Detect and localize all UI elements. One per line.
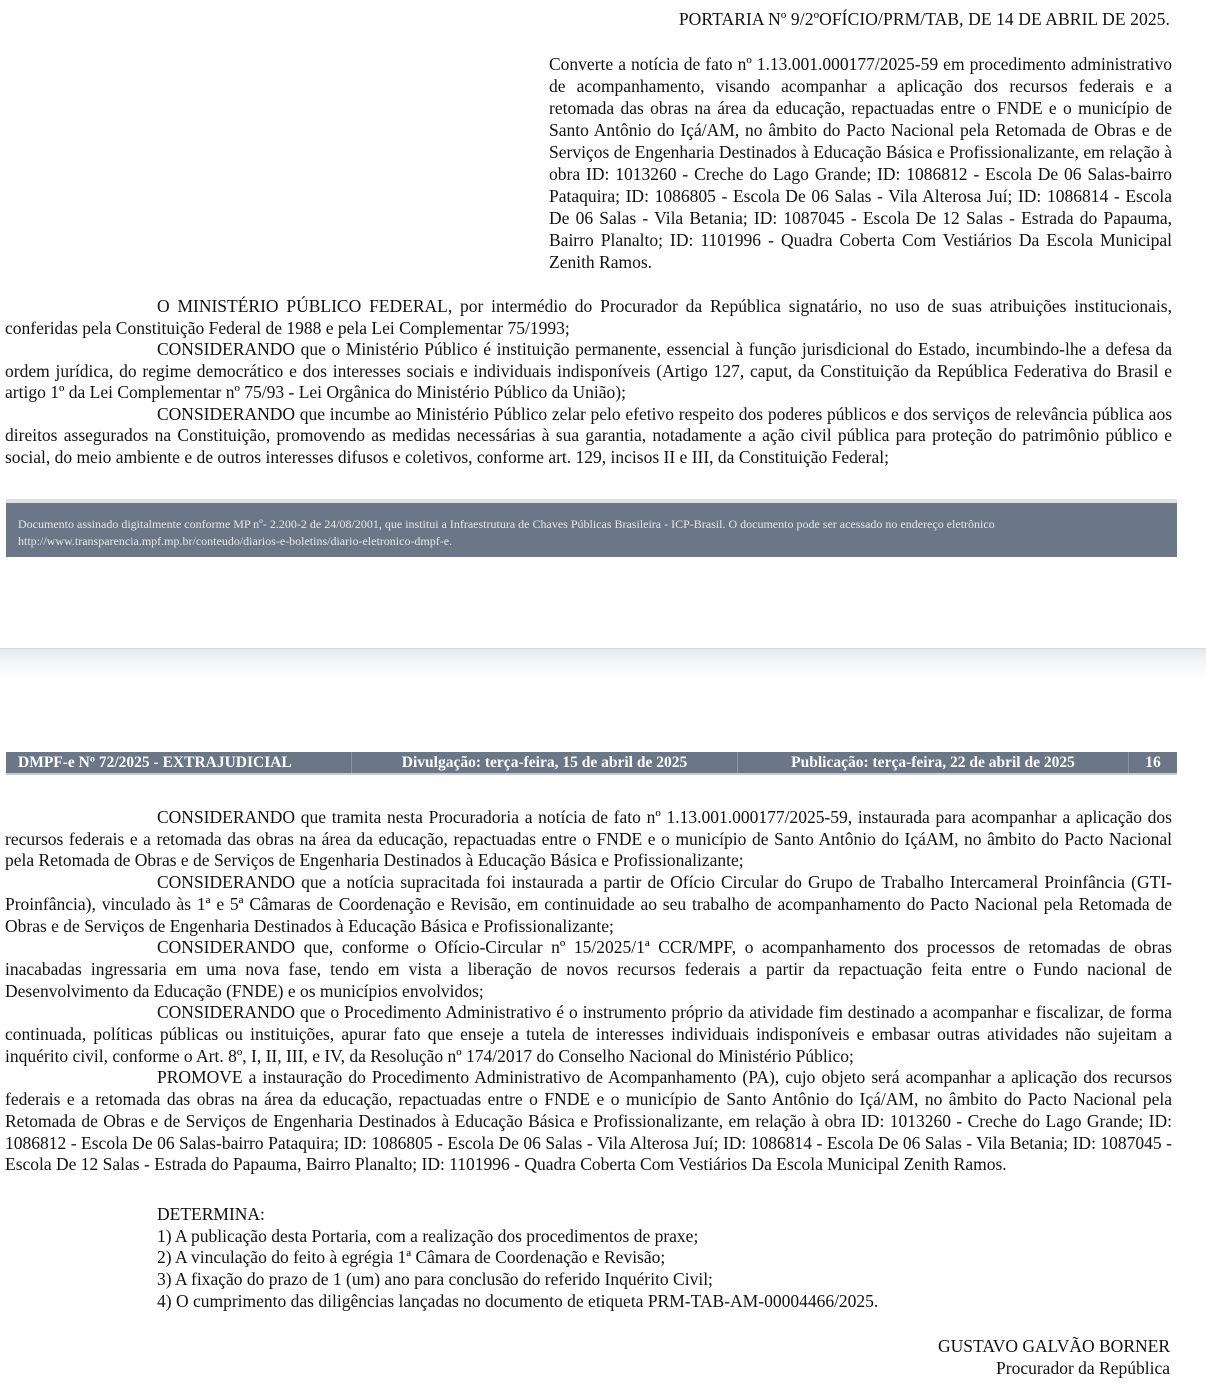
list-item: 4) O cumprimento das diligências lançadas no documento de etiqueta PRM-TAB-AM-00004466/2025. [157, 1290, 879, 1311]
paragraph: CONSIDERANDO que incumbe ao Ministério Público zelar pelo efetivo respeito dos poderes públicos e dos serviços de relevância pública aos direitos assegurados na Constituição, promovendo as medidas necessárias à sua garantia, notadamente a ação civil pública para proteção do patrimônio público e social, do meio ambiente e de outros interesses difusos e coletivos, conforme art. 129, incisos II e III, da Constituição Federal; [5, 403, 1172, 467]
paragraph: CONSIDERANDO que o Ministério Público é instituição permanente, essencial à função jurisdicional do Estado, incumbindo-lhe a defesa da ordem jurídica, do regime democrático e dos interesses sociais e individuais indisponíveis (Artigo 127, caput, da Constituição da República Federativa do Brasil e artigo 1º da Lei Complementar nº 75/93 - Lei Orgânica do Ministério Público da União); [5, 339, 1172, 402]
page-header-bar [6, 752, 1177, 775]
list-item: 2) A vinculação do feito à egrégia 1ª Câmara de Coordenação e Revisão; [157, 1247, 666, 1268]
paragraph: PROMOVE a instauração do Procedimento Administrativo de Acompanhamento (PA), cujo objeto será acompanhar a aplicação dos recursos federais e a retomada das obras na área da educação, repactuadas entre o FNDE e o município de Santo Antônio do Içá/AM, no âmbito do Pacto Nacional pela Retomada de Obras e de Serviços de Engenharia Destinados à Educação Básica e Profissionalizante, em relação à obra ID: 1013260 - Creche do Lago Grande; ID: 1086812 - Escola De 06 Salas-bairro Pataquira; ID: 1086805 - Escola De 06 Salas - Vila Alterosa Juí; ID: 1086814 - Escola De 06 Salas - Vila Betania; ID: 1087045 - Escola De 12 Salas - Estrada do Papauma, Bairro Planalto; ID: 1101996 - Quadra Coberta Com Vestiários Da Escola Municipal Zenith Ramos. [5, 1067, 1172, 1175]
paragraph: CONSIDERANDO que tramita nesta Procuradoria a notícia de fato nº 1.13.001.000177/2025-59, instaurada para acompanhar a aplicação dos recursos federais e a retomada das obras na área da educação, repactuadas entre o FNDE e o município de Santo Antônio do IçáAM, no âmbito do Pacto Nacional pela Retomada de Obras e de Serviços de Engenharia Destinados à Educação Básica e Profissionalizante; [5, 807, 1172, 871]
paragraph: CONSIDERANDO que, conforme o Ofício-Circular nº 15/2025/1ª CCR/MPF, o acompanhamento dos processos de retomadas de obras inacabadas ingressaria em uma nova fase, tendo em vista a liberação de novos recursos federais a partir da repactuação feita entre o Fundo nacional de Desenvolvimento da Educação (FNDE) e os municípios envolvidos; [5, 937, 1172, 1001]
digital-signature-footer [6, 499, 1177, 557]
list-item: 1) A publicação desta Portaria, com a realização dos procedimentos de praxe; [157, 1225, 699, 1246]
divulgacao-date: Divulgação: terça-feira, 15 de abril de 2025 [352, 752, 738, 773]
body-page-2 [5, 807, 1172, 1176]
page-number: 16 [1145, 753, 1161, 771]
paragraph: CONSIDERANDO que o Procedimento Administrativo é o instrumento próprio da atividade fim destinado a acompanhar e fiscalizar, de forma continuada, políticas públicas ou instituições, apurar fato que enseje a tutela de interesses individuais indisponíveis e embasar outras atividades não sujeitam a inquérito civil, conforme o Art. 8º, I, II, III, e IV, da Resolução nº 174/2017 do Conselho Nacional do Ministério Público; [5, 1002, 1172, 1066]
list-item: 3) A fixação do prazo de 1 (um) ano para conclusão do referido Inquérito Civil; [157, 1269, 713, 1290]
determina-section [157, 1204, 1057, 1313]
paragraph: CONSIDERANDO que a notícia supracitada foi instaurada a partir de Ofício Circular do Grupo de Trabalho Intercameral Proinfância (GTI-Proinfância), vinculado às 1ª e 5ª Câmaras de Coordenação e Revisão, em continuidade ao seu trabalho de acompanhamento do Pacto Nacional pela Retomada de Obras e de Serviços de Engenharia Destinados à Educação Básica e Profissionalizante; [5, 872, 1172, 936]
paragraph: O MINISTÉRIO PÚBLICO FEDERAL, por intermédio do Procurador da República signatário, no uso de suas atribuições institucionais, conferidas pela Constituição Federal de 1988 e pela Lei Complementar 75/1993; [5, 296, 1172, 338]
ementa: Converte a notícia de fato nº 1.13.001.000177/2025-59 em procedimento administrativo de acompanhamento, visando acompanhar a aplicação dos recursos federais e a retomada das obras na área da educação, repactuadas entre o FNDE e o município de Santo Antônio do Içá/AM, no âmbito do Pacto Nacional pela Retomada de Obras e de Serviços de Engenharia Destinados à Educação Básica e Profissionalizante, em relação à obra ID: 1013260 - Creche do Lago Grande; ID: 1086812 - Escola De 06 Salas-bairro Pataquira; ID: 1086805 - Escola De 06 Salas - Vila Alterosa Juí; ID: 1086814 - Escola De 06 Salas - Vila Betania; ID: 1087045 - Escola De 12 Salas - Estrada do Papauma, Bairro Planalto; ID: 1101996 - Quadra Coberta Com Vestiários Da Escola Municipal Zenith Ramos. [549, 54, 1172, 272]
signer-role: Procurador da República [996, 1358, 1170, 1378]
determina-heading: DETERMINA: [157, 1204, 265, 1224]
edition-label: DMPF-e Nº 72/2025 - EXTRAJUDICIAL [6, 752, 352, 773]
footer-note: Documento assinado digitalmente conforme MP nº- 2.200-2 de 24/08/2001, que institui a Infraestrutura de Chaves Públicas Brasileira - ICP-Brasil. O documento pode ser acessado no endereço eletrônico http://www.transparencia.mpf.mp.br/conteudo/diarios-e-boletins/diario-eletronico-dmpf-e. [18, 517, 995, 548]
page-separator [0, 648, 1206, 679]
signature-block [938, 1335, 1170, 1379]
body-page-1 [5, 296, 1172, 468]
signer-name: GUSTAVO GALVÃO BORNER [938, 1336, 1170, 1356]
portaria-title: PORTARIA Nº 9/2ºOFÍCIO/PRM/TAB, DE 14 DE ABRIL DE 2025. [678, 9, 1170, 29]
publicacao-date: Publicação: terça-feira, 22 de abril de 2025 [738, 752, 1129, 773]
